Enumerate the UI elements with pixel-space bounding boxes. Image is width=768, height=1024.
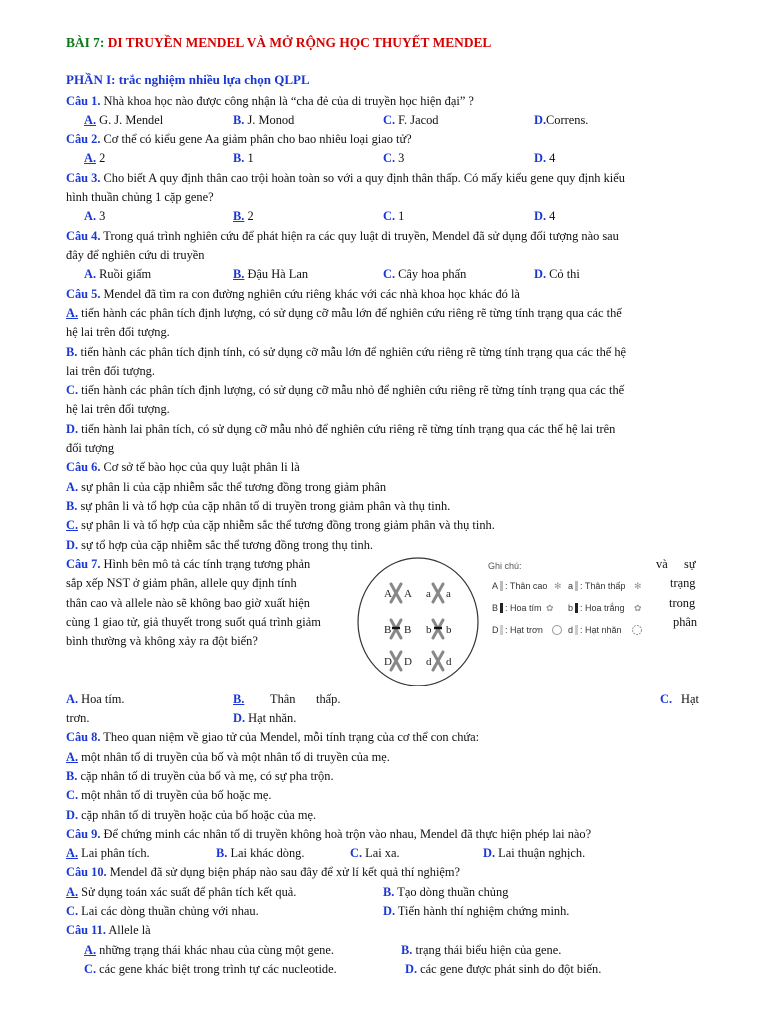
question-7-r2: trạng	[670, 576, 696, 590]
part-heading: PHẦN I: trắc nghiệm nhiều lựa chọn QLPL	[66, 72, 310, 87]
legend-D: D	[492, 625, 499, 635]
q10-option-b[interactable]: B. Tạo dòng thuần chủng	[383, 885, 509, 899]
question-7-r1a: và	[656, 557, 668, 571]
question-7: Câu 7. Hình bên mô tả các tính trạng tương phản	[66, 557, 311, 571]
q6-option-b[interactable]: B. sự phân li và tổ hợp của cặp nhân tố di truyền trong giảm phân và thụ tinh.	[66, 499, 451, 513]
legend-A: A	[492, 581, 499, 591]
q6-option-d[interactable]: D. sự tổ hợp của cặp nhiễm sắc thể tương đồng trong thụ tinh.	[66, 538, 373, 552]
q5-option-a[interactable]: A. tiến hành các phân tích định lượng, có sử dụng cỡ mẫu lớn để nghiên cứu riêng rẽ từng tính trạng qua các thế	[66, 306, 622, 320]
q1-option-d[interactable]: D.Correns.	[534, 113, 589, 127]
q4-option-b[interactable]: B. Đậu Hà Lan	[233, 267, 309, 281]
q3-option-d[interactable]: D. 4	[534, 209, 556, 223]
q11-option-c[interactable]: C. các gene khác biệt trong trình tự các nucleotide.	[84, 962, 337, 976]
q2-option-d[interactable]: D. 4	[534, 151, 556, 165]
question-3-cont: hình thuần chủng 1 cặp gene?	[66, 190, 214, 204]
q2-option-b[interactable]: B. 1	[233, 151, 254, 165]
wrinkled-seed-icon	[633, 626, 642, 635]
q3-option-c[interactable]: C. 1	[383, 209, 405, 223]
q7-option-b-w1: Thân	[270, 692, 296, 706]
question-7-r4: phân	[673, 615, 698, 629]
legend-title: Ghi chú:	[488, 561, 522, 571]
q11-option-b[interactable]: B. trạng thái biểu hiện của gene.	[401, 943, 562, 957]
page-title	[66, 34, 730, 52]
q10-option-c[interactable]: C. Lai các dòng thuần chủng với nhau.	[66, 904, 259, 918]
q7-option-d[interactable]: D. Hạt nhăn.	[233, 711, 297, 725]
q8-option-c[interactable]: C. một nhân tố di truyền của bố hoặc mẹ.	[66, 788, 272, 802]
question-1: Câu 1. Nhà khoa học nào được công nhận là “cha đẻ của di truyền học hiện đại” ?	[66, 94, 474, 108]
chrom-d-left: d	[426, 656, 432, 668]
chrom-D-right: D	[404, 656, 412, 668]
q4-option-a[interactable]: A. Ruồi giấm	[84, 267, 152, 281]
q3-option-a[interactable]: A. 3	[84, 209, 106, 223]
tall-plant-icon: ✻	[554, 581, 562, 591]
q7-option-a[interactable]: A. Hoa tím.	[66, 692, 125, 706]
q1-option-c[interactable]: C. F. Jacod	[383, 113, 439, 127]
smooth-seed-icon	[553, 626, 562, 635]
question-3: Câu 3. Cho biết A quy định thân cao trội hoàn toàn so với a quy định thân thấp. Có mấy kiểu gene quy định kiểu	[66, 171, 625, 185]
figure-legend	[488, 561, 642, 635]
lesson-title: DI TRUYỀN MENDEL VÀ MỞ RỘNG HỌC THUYẾT MENDEL	[107, 35, 492, 50]
legend-a: a	[568, 581, 574, 591]
q3-option-b[interactable]: B. 2	[233, 209, 254, 223]
q7-option-c-w1: Hạt	[681, 692, 699, 706]
legend-D-text: : Hạt trơn	[505, 625, 543, 635]
legend-B: B	[492, 603, 499, 613]
q8-option-b[interactable]: B. cặp nhân tố di truyền của bố và mẹ, có sự pha trộn.	[66, 769, 334, 783]
purple-flower-icon: ✿	[546, 603, 554, 613]
q9-option-c[interactable]: C. Lai xa.	[350, 846, 400, 860]
q7-option-c-cont: trơn.	[66, 711, 90, 725]
question-4: Câu 4. Trong quá trình nghiên cứu để phát hiện ra các quy luật di truyền, Mendel đã sử dụng đối tượng nào sau	[66, 229, 619, 243]
q7-option-b-w2: thấp.	[316, 692, 341, 706]
question-7-r1b: sự	[684, 557, 696, 571]
q7-option-b[interactable]: B.	[233, 692, 245, 706]
q5-option-b[interactable]: B. tiến hành các phân tích định tính, có sử dụng cỡ mẫu lớn để nghiên cứu riêng rẽ từng tính trạng qua các thế hệ	[66, 345, 627, 359]
question-2: Câu 2. Cơ thể có kiểu gene Aa giảm phân cho bao nhiêu loại giao tử?	[66, 132, 412, 146]
legend-b: b	[568, 603, 574, 613]
q5-option-c[interactable]: C. tiến hành các phân tích định lượng, có sử dụng cỡ mẫu nhỏ để nghiên cứu riêng rẽ từng tính trạng qua các thế	[66, 383, 625, 397]
q2-option-a[interactable]: A. 2	[84, 151, 106, 165]
legend-d: d	[568, 625, 574, 635]
question-4-cont: đây để nghiên cứu di truyền	[66, 248, 205, 262]
legend-B-text: : Hoa tím	[505, 603, 542, 613]
q11-option-d[interactable]: D. các gene được phát sinh do đột biến.	[405, 962, 602, 976]
q5-option-c-cont: hệ lai trên đối tượng.	[66, 402, 170, 416]
q9-option-d[interactable]: D. Lai thuận nghịch.	[483, 846, 586, 860]
q5-option-d-cont: đối tượng	[66, 441, 115, 455]
question-11: Câu 11. Allele là	[66, 923, 151, 937]
question-7-l4: cùng 1 giao tử, giả thuyết trong suốt quá trình giảm	[66, 615, 321, 629]
question-7-l2: sắp xếp NST ở giảm phân, allele quy định tính	[66, 576, 297, 590]
q9-option-b[interactable]: B. Lai khác dòng.	[216, 846, 305, 860]
question-9: Câu 9. Để chứng minh các nhân tố di truyền không hoà trộn vào nhau, Mendel đã thực hiện phép lai nào?	[66, 827, 592, 841]
question-7-l5: bình thường và không xảy ra đột biến?	[66, 634, 258, 648]
q6-option-c[interactable]: C. sự phân li và tổ hợp của cặp nhiễm sắc thể tương đồng trong giảm phân và thụ tinh.	[66, 518, 495, 532]
question-5: Câu 5. Mendel đã tìm ra con đường nghiên cứu riêng khác với các nhà khoa học khác đó là	[66, 287, 520, 301]
question-8: Câu 8. Theo quan niệm về giao tử của Mendel, mỗi tính trạng của cơ thể con chứa:	[66, 730, 480, 744]
chrom-b-right: b	[446, 624, 452, 636]
chrom-d-right: d	[446, 656, 452, 668]
q8-option-a[interactable]: A. một nhân tố di truyền của bố và một nhân tố di truyền của mẹ.	[66, 750, 390, 764]
q2-option-c[interactable]: C. 3	[383, 151, 405, 165]
q1-option-b[interactable]: B. J. Monod	[233, 113, 295, 127]
q4-option-c[interactable]: C. Cây hoa phấn	[383, 267, 467, 281]
legend-a-text: : Thân thấp	[580, 581, 626, 591]
chrom-b-left: b	[426, 624, 432, 636]
q6-option-a[interactable]: A. sự phân li của cặp nhiễm sắc thể tương đồng trong giảm phân	[66, 480, 387, 494]
legend-A-text: : Thân cao	[505, 581, 548, 591]
lesson-number: BÀI 7:	[66, 35, 105, 50]
q10-option-d[interactable]: D. Tiến hành thí nghiệm chứng minh.	[383, 904, 570, 918]
legend-d-text: : Hạt nhăn	[580, 625, 622, 635]
q5-option-a-cont: hệ lai trên đối tượng.	[66, 325, 170, 339]
q10-option-a[interactable]: A. Sử dụng toán xác suất để phân tích kết quả.	[66, 885, 297, 899]
question-10: Câu 10. Mendel đã sử dụng biện pháp nào sau đây để xử lí kết quả thí nghiệm?	[66, 865, 461, 879]
chrom-A-right: A	[404, 588, 412, 600]
chromosome-figure	[357, 556, 675, 686]
question-6: Câu 6. Cơ sở tế bào học của quy luật phân li là	[66, 460, 300, 474]
question-7-l3: thân cao và allele nào sẽ không bao giờ xuất hiện	[66, 596, 310, 610]
chrom-D-left: D	[384, 656, 392, 668]
q5-option-d[interactable]: D. tiến hành lai phân tích, có sử dụng cỡ mẫu nhỏ để nghiên cứu riêng rẽ từng tính trạng qua các thế hệ lai trên	[66, 422, 616, 436]
white-flower-icon: ✿	[634, 603, 642, 613]
short-plant-icon: ✻	[634, 581, 642, 591]
chrom-a-left: a	[426, 588, 431, 600]
chrom-B-right: B	[404, 624, 412, 636]
q8-option-d[interactable]: D. cặp nhân tố di truyền hoặc của bố hoặc của mẹ.	[66, 808, 317, 822]
q7-option-c[interactable]: C.	[660, 692, 673, 706]
chrom-A-left: A	[384, 588, 392, 600]
legend-b-text: : Hoa trắng	[580, 603, 625, 613]
q11-option-a[interactable]: A. những trạng thái khác nhau của cùng một gene.	[84, 943, 334, 957]
q9-option-a[interactable]: A. Lai phân tích.	[66, 846, 150, 860]
q5-option-b-cont: lai trên đối tượng.	[66, 364, 155, 378]
q1-option-a[interactable]: A. G. J. Mendel	[84, 113, 164, 127]
chrom-a-right: a	[446, 588, 451, 600]
question-7-r3: trong	[669, 596, 696, 610]
chrom-B-left: B	[384, 624, 392, 636]
q4-option-d[interactable]: D. Cỏ thi	[534, 267, 580, 281]
